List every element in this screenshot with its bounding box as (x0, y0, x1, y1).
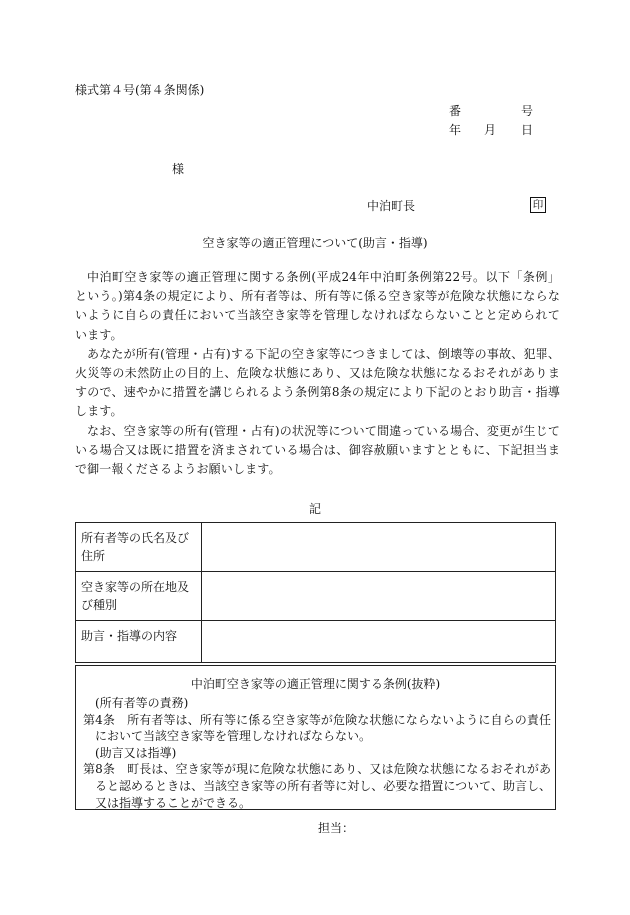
excerpt-title: 中泊町空き家等の適正管理に関する条例(抜粋) (190, 677, 441, 691)
owner-name-address-value (202, 523, 556, 572)
ordinance-excerpt-box (75, 665, 556, 810)
guidance-content-label: 助言・指導の内容 (76, 621, 202, 663)
ki-heading: 記 (308, 502, 321, 516)
sender-name: 中泊町長 (367, 199, 416, 213)
body-paragraph: あなたが所有(管理・占有)する下記の空き家等につきましては、倒壊等の事故、犯罪、火災等の未然防止の目的上、危険な状態にあり、又は危険な状態になるおそれがありますので、速やかに措置を講じられるよう条例第8条の規定により下記のとおり助言・指導します。 (75, 346, 560, 419)
body-paragraph: なお、空き家等の所有(管理・占有)の状況等について間違っている場合、変更が生じている場合又は既に措置を済まされている場合は、御容赦願いますとともに、下記担当まで御一報くださるようお願いします。 (75, 423, 560, 477)
form-number-label: 様式第４号(第４条関係) (75, 83, 205, 97)
property-location-value (202, 572, 556, 621)
date-month-label: 月 (484, 123, 497, 137)
document-number-label: 番 (449, 104, 462, 118)
excerpt-body (83, 695, 551, 811)
guidance-content-value (202, 621, 556, 663)
details-table (75, 522, 556, 663)
table-row (76, 572, 556, 621)
excerpt-article-8: 第8条 町長は、空き家等が現に危険な状態にあり、又は危険な状態になるおそれがあると認めるときは、当該空き家等の所有者等に対し、必要な措置について、助言し、又は指導することができる。 (83, 762, 551, 810)
document-number-suffix: 号 (521, 104, 534, 118)
seal-stamp-icon: 印 (530, 197, 546, 213)
contact-person-label: 担当： (318, 821, 355, 835)
recipient-suffix: 様 (172, 162, 185, 176)
property-location-label: 空き家等の所在地及び種別 (76, 572, 202, 621)
excerpt-article-4: 第4条 所有者等は、所有等に係る空き家等が危険な状態にならないように自らの責任において当該空き家等を管理しなければならない。 (83, 712, 551, 744)
document-title: 空き家等の適正管理について(助言・指導) (202, 236, 428, 250)
date-day-label: 日 (521, 123, 534, 137)
body-paragraph: 中泊町空き家等の適正管理に関する条例(平成24年中泊町条例第22号。以下「条例」という。)第4条の規定により、所有者等は、所有等に係る空き家等が危険な状態にならないように自らの責任において当該空き家等を管理しなければならないことと定められています。 (75, 270, 560, 342)
excerpt-heading-guidance: (助言又は指導) (95, 745, 177, 760)
excerpt-heading-owner-duty: (所有者等の責務) (95, 696, 189, 710)
owner-name-address-label: 所有者等の氏名及び住所 (76, 523, 202, 572)
date-year-label: 年 (449, 123, 462, 137)
notice-body (75, 268, 560, 479)
table-row (76, 621, 556, 663)
table-row (76, 523, 556, 572)
